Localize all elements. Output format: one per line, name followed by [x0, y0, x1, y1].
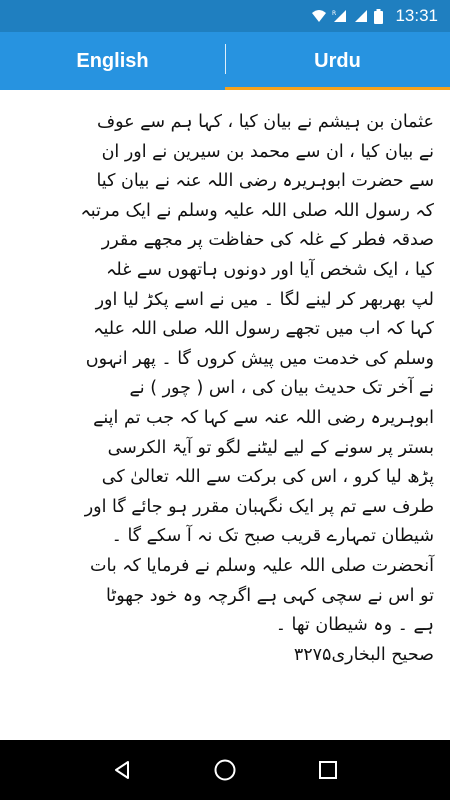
hadith-line: تو اس نے سچی کہی ہے اگرچہ وہ خود جھوٹا [106, 585, 434, 606]
hadith-line: بستر پر سونے کے لیے لیٹنے لگو تو آیۃ الکرسی [107, 437, 434, 458]
hadith-line: کیا ، ایک شخص آیا اور دونوں ہاتھوں سے غلہ [106, 259, 434, 280]
tab-urdu[interactable]: Urdu [225, 32, 450, 90]
hadith-line: کہ رسول اللہ صلی اللہ علیہ وسلم نے ایک مرتبہ [80, 200, 434, 221]
hadith-line: نے بیان کیا ، ان سے محمد بن سیرین نے اور ان [101, 141, 434, 162]
recents-icon[interactable] [313, 755, 343, 785]
hadith-line: عثمان بن ہیشم نے بیان کیا ، کہا ہم سے عوف [96, 112, 434, 132]
hadith-line: پڑھ لیا کرو ، اس کی برکت سے اللہ تعالیٰ کی [101, 467, 434, 488]
battery-icon [374, 9, 383, 24]
hadith-line: ابوہریرہ رضی اللہ عنہ سے کہا کہ جب تم اپنے [93, 407, 434, 428]
hadith-line: طرف سے تم پر ایک نگہبان مقرر ہو جائے گا اور [84, 496, 434, 517]
hadith-line: ہے ۔ وہ شیطان تھا ۔ [275, 615, 434, 636]
hadith-content [0, 90, 450, 740]
navigation-bar [0, 740, 450, 800]
hadith-reference: صحیح البخاری۳۲۷۵ [293, 644, 434, 665]
home-icon[interactable] [210, 755, 240, 785]
hadith-line: آنحضرت صلی اللہ علیہ وسلم نے فرمایا کہ بات [90, 555, 434, 576]
signal-icon [354, 9, 368, 23]
hadith-line: سے حضرت ابوہریرہ رضی اللہ عنہ نے بیان کیا [96, 171, 434, 192]
hadith-text [12, 108, 434, 670]
status-bar [0, 0, 450, 32]
hadith-line: وسلم کی خدمت میں پیش کروں گا ۔ پھر انہوں [85, 348, 434, 369]
hadith-line: نے آخر تک حدیث بیان کی ، اس ( چور ) نے [129, 378, 434, 399]
svg-text:R: R [332, 10, 337, 17]
signal-r-icon [332, 9, 348, 23]
status-time: 13:31 [395, 6, 438, 25]
wifi-icon [312, 9, 326, 23]
hadith-line: لپ بھربھر کر لینے لگا ۔ میں نے اسے پکڑ لیا اور [95, 289, 434, 310]
back-icon[interactable] [107, 755, 137, 785]
hadith-line: صدقہ فطر کے غلہ کی حفاظت پر مجھے مقرر [101, 230, 434, 251]
tab-english[interactable]: English [76, 49, 149, 72]
hadith-line: شیطان تمہارے قریب صبح تک نہ آ سکے گا ۔ [111, 526, 434, 547]
hadith-line: کہا کہ اب میں تجھے رسول اللہ صلی اللہ علیہ [93, 319, 434, 340]
tab-divider [225, 44, 226, 74]
